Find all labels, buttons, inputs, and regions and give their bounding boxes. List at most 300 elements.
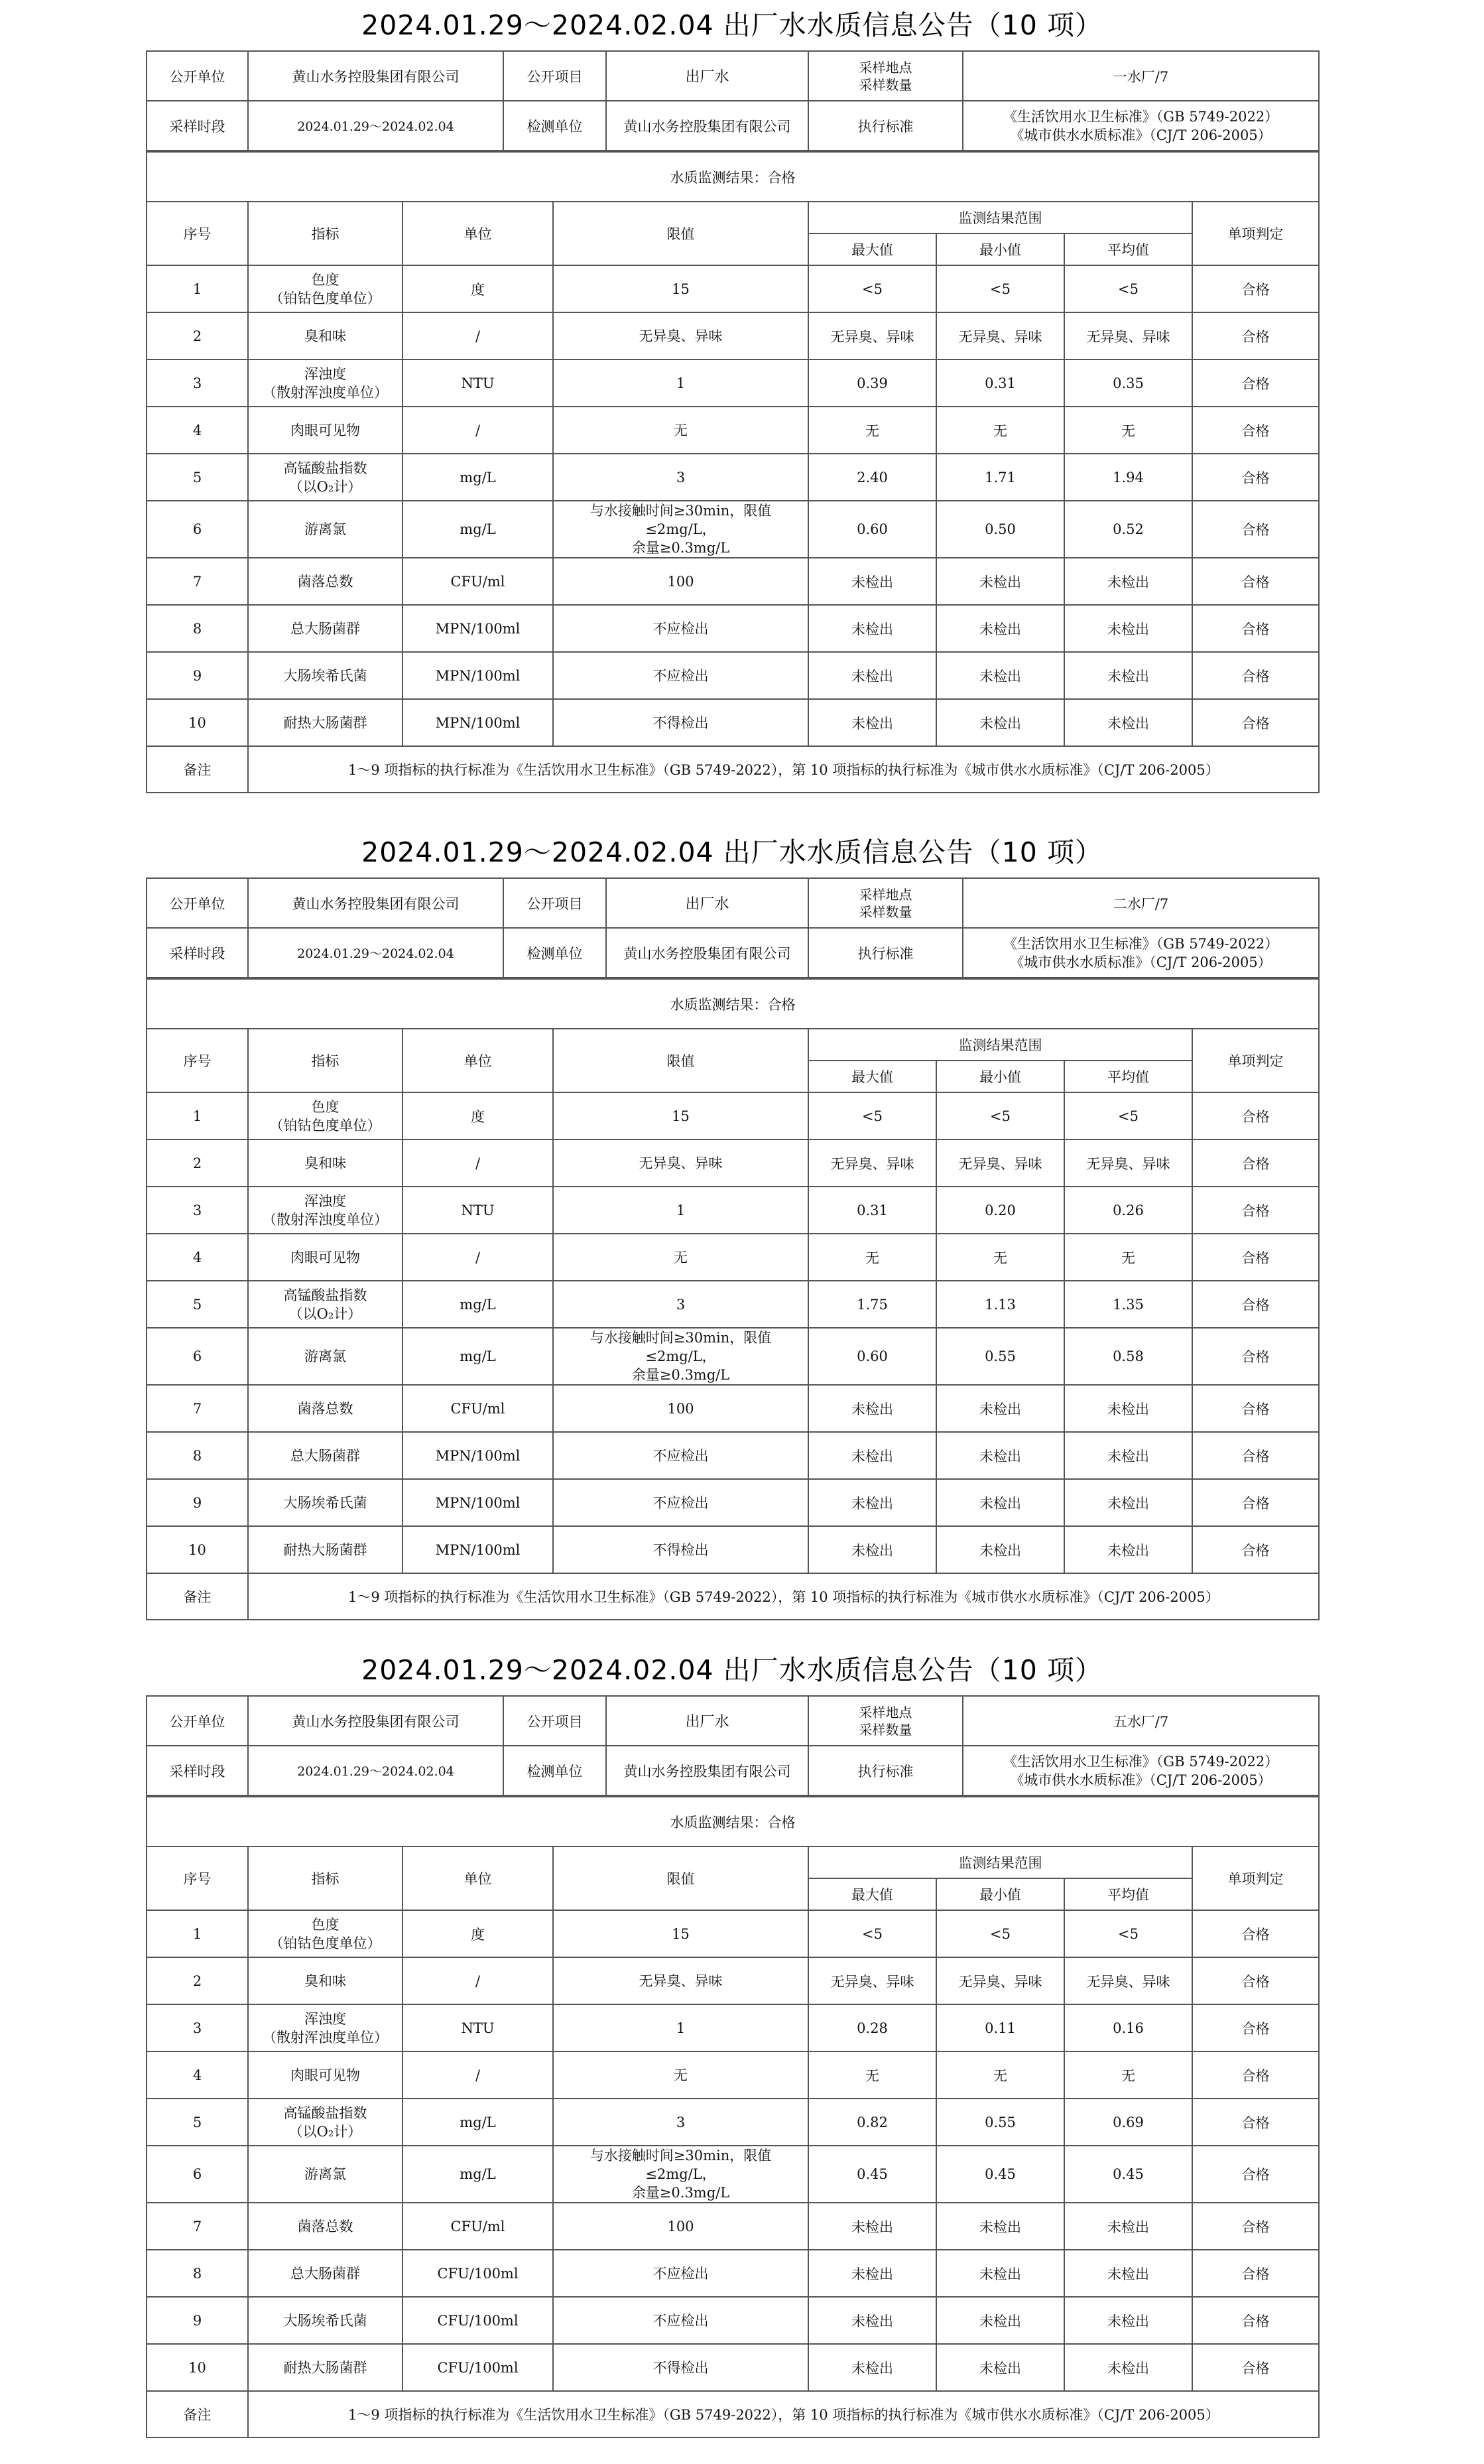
table-row	[147, 558, 1319, 605]
period-label: 采样时段	[147, 928, 248, 978]
cell-no: 7	[147, 1385, 248, 1432]
results-table	[146, 978, 1320, 1620]
cell-min: 无	[936, 2051, 1064, 2099]
cell-no: 1	[147, 1092, 248, 1139]
cell-min: 未检出	[936, 1526, 1064, 1573]
cell-max: 未检出	[808, 652, 936, 699]
cell-avg: 未检出	[1064, 605, 1192, 652]
cell-avg: 未检出	[1064, 1432, 1192, 1479]
cell-unit: MPN/100ml	[402, 652, 553, 699]
cell-no: 9	[147, 652, 248, 699]
lab-label: 检测单位	[503, 101, 606, 151]
cell-unit: MPN/100ml	[402, 1432, 553, 1479]
cell-limit: 无异臭、异味	[553, 312, 808, 359]
cell-avg: 无异臭、异味	[1064, 312, 1192, 359]
header-indicator: 指标	[248, 1847, 402, 1910]
table-row	[147, 2051, 1319, 2099]
cell-max: 0.31	[808, 1187, 936, 1234]
cell-min: 0.45	[936, 2146, 1064, 2203]
cell-unit: CFU/ml	[402, 558, 553, 605]
cell-indicator: 大肠埃希氏菌	[248, 652, 402, 699]
header-avg: 平均值	[1064, 1061, 1192, 1092]
cell-unit: /	[402, 1139, 553, 1187]
cell-unit: mg/L	[402, 2146, 553, 2203]
note-row	[147, 2391, 1319, 2437]
cell-avg: 未检出	[1064, 2250, 1192, 2297]
cell-avg: 0.26	[1064, 1187, 1192, 1234]
cell-avg: 无	[1064, 407, 1192, 454]
cell-avg: 无异臭、异味	[1064, 1957, 1192, 2004]
cell-min: <5	[936, 1092, 1064, 1139]
table-row	[147, 1479, 1319, 1526]
cell-indicator: 菌落总数	[248, 1385, 402, 1432]
cell-max: 未检出	[808, 2344, 936, 2391]
cell-avg: 未检出	[1064, 699, 1192, 746]
cell-verdict: 合格	[1192, 1092, 1319, 1139]
cell-min: 未检出	[936, 605, 1064, 652]
standard-label: 执行标准	[808, 101, 963, 151]
cell-avg: 0.45	[1064, 2146, 1192, 2203]
cell-max: 未检出	[808, 1479, 936, 1526]
cell-limit: 不应检出	[553, 1479, 808, 1526]
cell-indicator: 肉眼可见物	[248, 407, 402, 454]
cell-no: 9	[147, 2297, 248, 2344]
table-row	[147, 312, 1319, 359]
overall-result: 水质监测结果：合格	[147, 979, 1319, 1029]
cell-avg: 0.16	[1064, 2004, 1192, 2051]
cell-no: 8	[147, 1432, 248, 1479]
cell-limit: 不应检出	[553, 2297, 808, 2344]
cell-unit: /	[402, 407, 553, 454]
cell-no: 5	[147, 1281, 248, 1328]
cell-no: 8	[147, 2250, 248, 2297]
period-label: 采样时段	[147, 1746, 248, 1795]
cell-limit: 不应检出	[553, 652, 808, 699]
cell-indicator: 高锰酸盐指数 （以O₂计）	[248, 454, 402, 501]
cell-no: 4	[147, 1234, 248, 1281]
cell-indicator: 高锰酸盐指数 （以O₂计）	[248, 2099, 402, 2146]
cell-max: 无异臭、异味	[808, 1957, 936, 2004]
cell-max: 无异臭、异味	[808, 1139, 936, 1187]
cell-no: 6	[147, 2146, 248, 2203]
cell-verdict: 合格	[1192, 2146, 1319, 2203]
results-table	[146, 1796, 1320, 2438]
table-row	[147, 265, 1319, 312]
info-table	[146, 50, 1320, 151]
cell-unit: MPN/100ml	[402, 1526, 553, 1573]
cell-min: 无	[936, 1234, 1064, 1281]
cell-max: 未检出	[808, 558, 936, 605]
cell-min: <5	[936, 265, 1064, 312]
standard-label: 执行标准	[808, 928, 963, 978]
cell-limit: 3	[553, 1281, 808, 1328]
cell-min: 无	[936, 407, 1064, 454]
note-label: 备注	[147, 1573, 248, 1620]
cell-max: <5	[808, 1910, 936, 1957]
cell-avg: 0.35	[1064, 359, 1192, 407]
cell-limit: 15	[553, 1910, 808, 1957]
announcement-section	[146, 827, 1318, 1620]
cell-avg: <5	[1064, 1910, 1192, 1957]
item-value: 出厂水	[606, 51, 808, 101]
cell-verdict: 合格	[1192, 2344, 1319, 2391]
cell-no: 5	[147, 454, 248, 501]
publisher-label: 公开单位	[147, 1696, 248, 1746]
cell-min: 未检出	[936, 699, 1064, 746]
table-row	[147, 1281, 1319, 1328]
cell-max: 无	[808, 407, 936, 454]
cell-no: 4	[147, 407, 248, 454]
table-row	[147, 2004, 1319, 2051]
cell-verdict: 合格	[1192, 1526, 1319, 1573]
site-value: 二水厂/7	[963, 878, 1319, 928]
cell-limit: 不得检出	[553, 1526, 808, 1573]
header-max: 最大值	[808, 1878, 936, 1910]
header-unit: 单位	[402, 1847, 553, 1910]
cell-limit: 与水接触时间≥30min，限值≤2mg/L， 余量≥0.3mg/L	[553, 501, 808, 558]
cell-avg: 未检出	[1064, 1526, 1192, 1573]
cell-max: 未检出	[808, 2250, 936, 2297]
cell-avg: <5	[1064, 265, 1192, 312]
cell-avg: 无	[1064, 1234, 1192, 1281]
cell-max: 未检出	[808, 2297, 936, 2344]
cell-verdict: 合格	[1192, 2297, 1319, 2344]
header-min: 最小值	[936, 1061, 1064, 1092]
header-limit: 限值	[553, 1847, 808, 1910]
header-avg: 平均值	[1064, 233, 1192, 265]
cell-no: 10	[147, 2344, 248, 2391]
cell-avg: <5	[1064, 1092, 1192, 1139]
cell-unit: mg/L	[402, 454, 553, 501]
cell-verdict: 合格	[1192, 699, 1319, 746]
cell-limit: 15	[553, 1092, 808, 1139]
standard-label: 执行标准	[808, 1746, 963, 1795]
cell-unit: 度	[402, 265, 553, 312]
publisher-value: 黄山水务控股集团有限公司	[248, 1696, 503, 1746]
note-label: 备注	[147, 746, 248, 793]
item-label: 公开项目	[503, 51, 606, 101]
table-row	[147, 1385, 1319, 1432]
publisher-label: 公开单位	[147, 878, 248, 928]
cell-max: 0.39	[808, 359, 936, 407]
cell-unit: mg/L	[402, 1281, 553, 1328]
standard-value: 《生活饮用水卫生标准》（GB 5749-2022） 《城市供水水质标准》（CJ/T 206-2005）	[963, 1746, 1319, 1795]
table-row	[147, 652, 1319, 699]
cell-unit: CFU/ml	[402, 1385, 553, 1432]
cell-min: 0.55	[936, 2099, 1064, 2146]
cell-limit: 无异臭、异味	[553, 1139, 808, 1187]
cell-unit: mg/L	[402, 2099, 553, 2146]
cell-min: 未检出	[936, 1432, 1064, 1479]
cell-indicator: 浑浊度 （散射浑浊度单位）	[248, 2004, 402, 2051]
cell-indicator: 肉眼可见物	[248, 2051, 402, 2099]
table-row	[147, 605, 1319, 652]
cell-min: 未检出	[936, 558, 1064, 605]
header-verdict: 单项判定	[1192, 1029, 1319, 1092]
cell-max: 未检出	[808, 1385, 936, 1432]
cell-min: 未检出	[936, 1385, 1064, 1432]
table-row	[147, 1092, 1319, 1139]
cell-verdict: 合格	[1192, 1479, 1319, 1526]
cell-avg: 0.69	[1064, 2099, 1192, 2146]
cell-no: 2	[147, 312, 248, 359]
note-text: 1～9 项指标的执行标准为《生活饮用水卫生标准》（GB 5749-2022），第 10 项指标的执行标准为《城市供水水质标准》（CJ/T 206-2005）	[248, 1573, 1319, 1620]
cell-min: 未检出	[936, 652, 1064, 699]
item-value: 出厂水	[606, 1696, 808, 1746]
cell-verdict: 合格	[1192, 359, 1319, 407]
cell-limit: 不得检出	[553, 2344, 808, 2391]
cell-min: 无异臭、异味	[936, 1957, 1064, 2004]
cell-no: 3	[147, 359, 248, 407]
cell-indicator: 臭和味	[248, 1957, 402, 2004]
announcement-title: 2024.01.29～2024.02.04 出厂水水质信息公告（10 项）	[361, 836, 1103, 868]
cell-avg: 0.52	[1064, 501, 1192, 558]
cell-min: 0.50	[936, 501, 1064, 558]
cell-no: 9	[147, 1479, 248, 1526]
cell-indicator: 耐热大肠菌群	[248, 2344, 402, 2391]
cell-verdict: 合格	[1192, 2051, 1319, 2099]
header-verdict: 单项判定	[1192, 202, 1319, 265]
cell-no: 1	[147, 265, 248, 312]
cell-max: 未检出	[808, 1432, 936, 1479]
cell-min: 无异臭、异味	[936, 1139, 1064, 1187]
cell-limit: 不应检出	[553, 1432, 808, 1479]
note-row	[147, 746, 1319, 793]
cell-indicator: 游离氯	[248, 2146, 402, 2203]
publisher-value: 黄山水务控股集团有限公司	[248, 878, 503, 928]
announcement-title: 2024.01.29～2024.02.04 出厂水水质信息公告（10 项）	[361, 1654, 1103, 1686]
header-no: 序号	[147, 1847, 248, 1910]
cell-limit: 1	[553, 359, 808, 407]
cell-no: 2	[147, 1139, 248, 1187]
table-row	[147, 1910, 1319, 1957]
cell-unit: MPN/100ml	[402, 699, 553, 746]
cell-unit: /	[402, 1957, 553, 2004]
header-indicator: 指标	[248, 1029, 402, 1092]
cell-indicator: 总大肠菌群	[248, 605, 402, 652]
cell-avg: 未检出	[1064, 2297, 1192, 2344]
cell-verdict: 合格	[1192, 2203, 1319, 2250]
period-value: 2024.01.29～2024.02.04	[248, 928, 503, 978]
cell-max: 0.28	[808, 2004, 936, 2051]
announcement-title: 2024.01.29～2024.02.04 出厂水水质信息公告（10 项）	[361, 9, 1103, 41]
header-max: 最大值	[808, 233, 936, 265]
cell-verdict: 合格	[1192, 312, 1319, 359]
header-range: 监测结果范围	[808, 202, 1192, 233]
announcement-section	[146, 1645, 1318, 2438]
table-row	[147, 1139, 1319, 1187]
table-row	[147, 407, 1319, 454]
header-verdict: 单项判定	[1192, 1847, 1319, 1910]
cell-min: 0.20	[936, 1187, 1064, 1234]
cell-no: 3	[147, 1187, 248, 1234]
cell-verdict: 合格	[1192, 1139, 1319, 1187]
cell-avg: 无异臭、异味	[1064, 1139, 1192, 1187]
cell-no: 7	[147, 558, 248, 605]
cell-indicator: 肉眼可见物	[248, 1234, 402, 1281]
lab-value: 黄山水务控股集团有限公司	[606, 101, 808, 151]
cell-unit: 度	[402, 1910, 553, 1957]
lab-value: 黄山水务控股集团有限公司	[606, 1746, 808, 1795]
cell-indicator: 大肠埃希氏菌	[248, 2297, 402, 2344]
cell-indicator: 高锰酸盐指数 （以O₂计）	[248, 1281, 402, 1328]
cell-indicator: 大肠埃希氏菌	[248, 1479, 402, 1526]
cell-verdict: 合格	[1192, 265, 1319, 312]
cell-verdict: 合格	[1192, 1234, 1319, 1281]
cell-unit: CFU/ml	[402, 2203, 553, 2250]
cell-min: 0.55	[936, 1328, 1064, 1385]
cell-verdict: 合格	[1192, 1328, 1319, 1385]
cell-verdict: 合格	[1192, 1957, 1319, 2004]
cell-verdict: 合格	[1192, 1385, 1319, 1432]
cell-unit: NTU	[402, 359, 553, 407]
cell-min: 未检出	[936, 1479, 1064, 1526]
overall-result: 水质监测结果：合格	[147, 1797, 1319, 1847]
cell-max: 1.75	[808, 1281, 936, 1328]
standard-value: 《生活饮用水卫生标准》（GB 5749-2022） 《城市供水水质标准》（CJ/T 206-2005）	[963, 101, 1319, 151]
header-limit: 限值	[553, 1029, 808, 1092]
table-row	[147, 2146, 1319, 2203]
period-label: 采样时段	[147, 101, 248, 151]
cell-limit: 1	[553, 2004, 808, 2051]
cell-max: 未检出	[808, 2203, 936, 2250]
cell-avg: 未检出	[1064, 558, 1192, 605]
cell-limit: 3	[553, 2099, 808, 2146]
cell-indicator: 游离氯	[248, 1328, 402, 1385]
cell-unit: 度	[402, 1092, 553, 1139]
cell-verdict: 合格	[1192, 1910, 1319, 1957]
publisher-value: 黄山水务控股集团有限公司	[248, 51, 503, 101]
site-label: 采样地点 采样数量	[808, 878, 963, 928]
cell-min: 未检出	[936, 2344, 1064, 2391]
table-row	[147, 2203, 1319, 2250]
cell-limit: 无	[553, 2051, 808, 2099]
cell-indicator: 色度 （铂钴色度单位）	[248, 1092, 402, 1139]
cell-unit: mg/L	[402, 501, 553, 558]
table-row	[147, 1432, 1319, 1479]
table-row	[147, 2344, 1319, 2391]
note-row	[147, 1573, 1319, 1620]
table-row	[147, 1187, 1319, 1234]
table-row	[147, 1234, 1319, 1281]
cell-min: 0.11	[936, 2004, 1064, 2051]
cell-no: 7	[147, 2203, 248, 2250]
cell-indicator: 耐热大肠菌群	[248, 1526, 402, 1573]
header-avg: 平均值	[1064, 1878, 1192, 1910]
item-value: 出厂水	[606, 878, 808, 928]
header-unit: 单位	[402, 1029, 553, 1092]
cell-limit: 不应检出	[553, 605, 808, 652]
cell-limit: 无异臭、异味	[553, 1957, 808, 2004]
cell-no: 2	[147, 1957, 248, 2004]
cell-no: 10	[147, 1526, 248, 1573]
cell-avg: 0.58	[1064, 1328, 1192, 1385]
cell-max: <5	[808, 265, 936, 312]
cell-limit: 不应检出	[553, 2250, 808, 2297]
header-min: 最小值	[936, 1878, 1064, 1910]
cell-unit: NTU	[402, 2004, 553, 2051]
table-row	[147, 2297, 1319, 2344]
cell-verdict: 合格	[1192, 652, 1319, 699]
lab-label: 检测单位	[503, 1746, 606, 1795]
publisher-label: 公开单位	[147, 51, 248, 101]
cell-min: 1.71	[936, 454, 1064, 501]
cell-avg: 1.35	[1064, 1281, 1192, 1328]
table-row	[147, 2099, 1319, 2146]
cell-max: 未检出	[808, 605, 936, 652]
info-table	[146, 1695, 1320, 1796]
cell-no: 10	[147, 699, 248, 746]
cell-verdict: 合格	[1192, 454, 1319, 501]
cell-unit: mg/L	[402, 1328, 553, 1385]
cell-unit: MPN/100ml	[402, 605, 553, 652]
header-unit: 单位	[402, 202, 553, 265]
cell-limit: 3	[553, 454, 808, 501]
cell-max: 无异臭、异味	[808, 312, 936, 359]
cell-unit: NTU	[402, 1187, 553, 1234]
cell-unit: /	[402, 1234, 553, 1281]
cell-unit: CFU/100ml	[402, 2344, 553, 2391]
cell-min: 未检出	[936, 2203, 1064, 2250]
table-row	[147, 454, 1319, 501]
cell-verdict: 合格	[1192, 1432, 1319, 1479]
cell-no: 3	[147, 2004, 248, 2051]
overall-result: 水质监测结果：合格	[147, 152, 1319, 202]
standard-value: 《生活饮用水卫生标准》（GB 5749-2022） 《城市供水水质标准》（CJ/T 206-2005）	[963, 928, 1319, 978]
cell-verdict: 合格	[1192, 605, 1319, 652]
cell-min: 无异臭、异味	[936, 312, 1064, 359]
cell-verdict: 合格	[1192, 1281, 1319, 1328]
cell-indicator: 菌落总数	[248, 2203, 402, 2250]
period-value: 2024.01.29～2024.02.04	[248, 101, 503, 151]
cell-avg: 未检出	[1064, 2203, 1192, 2250]
cell-avg: 无	[1064, 2051, 1192, 2099]
cell-max: <5	[808, 1092, 936, 1139]
cell-verdict: 合格	[1192, 2004, 1319, 2051]
table-row	[147, 2250, 1319, 2297]
table-row	[147, 699, 1319, 746]
cell-max: 无	[808, 2051, 936, 2099]
cell-limit: 与水接触时间≥30min，限值≤2mg/L， 余量≥0.3mg/L	[553, 1328, 808, 1385]
cell-avg: 未检出	[1064, 652, 1192, 699]
cell-indicator: 总大肠菌群	[248, 1432, 402, 1479]
cell-unit: /	[402, 2051, 553, 2099]
period-value: 2024.01.29～2024.02.04	[248, 1746, 503, 1795]
cell-max: 2.40	[808, 454, 936, 501]
cell-max: 未检出	[808, 1526, 936, 1573]
cell-indicator: 臭和味	[248, 1139, 402, 1187]
cell-no: 6	[147, 501, 248, 558]
results-table	[146, 151, 1320, 793]
cell-verdict: 合格	[1192, 558, 1319, 605]
announcement-section	[146, 0, 1318, 793]
header-range: 监测结果范围	[808, 1029, 1192, 1061]
cell-indicator: 总大肠菌群	[248, 2250, 402, 2297]
header-limit: 限值	[553, 202, 808, 265]
cell-avg: 未检出	[1064, 2344, 1192, 2391]
header-no: 序号	[147, 202, 248, 265]
cell-max: 0.60	[808, 1328, 936, 1385]
cell-max: 0.60	[808, 501, 936, 558]
cell-indicator: 菌落总数	[248, 558, 402, 605]
header-min: 最小值	[936, 233, 1064, 265]
cell-max: 0.82	[808, 2099, 936, 2146]
cell-limit: 无	[553, 407, 808, 454]
info-table	[146, 877, 1320, 978]
cell-verdict: 合格	[1192, 1187, 1319, 1234]
cell-no: 1	[147, 1910, 248, 1957]
header-no: 序号	[147, 1029, 248, 1092]
